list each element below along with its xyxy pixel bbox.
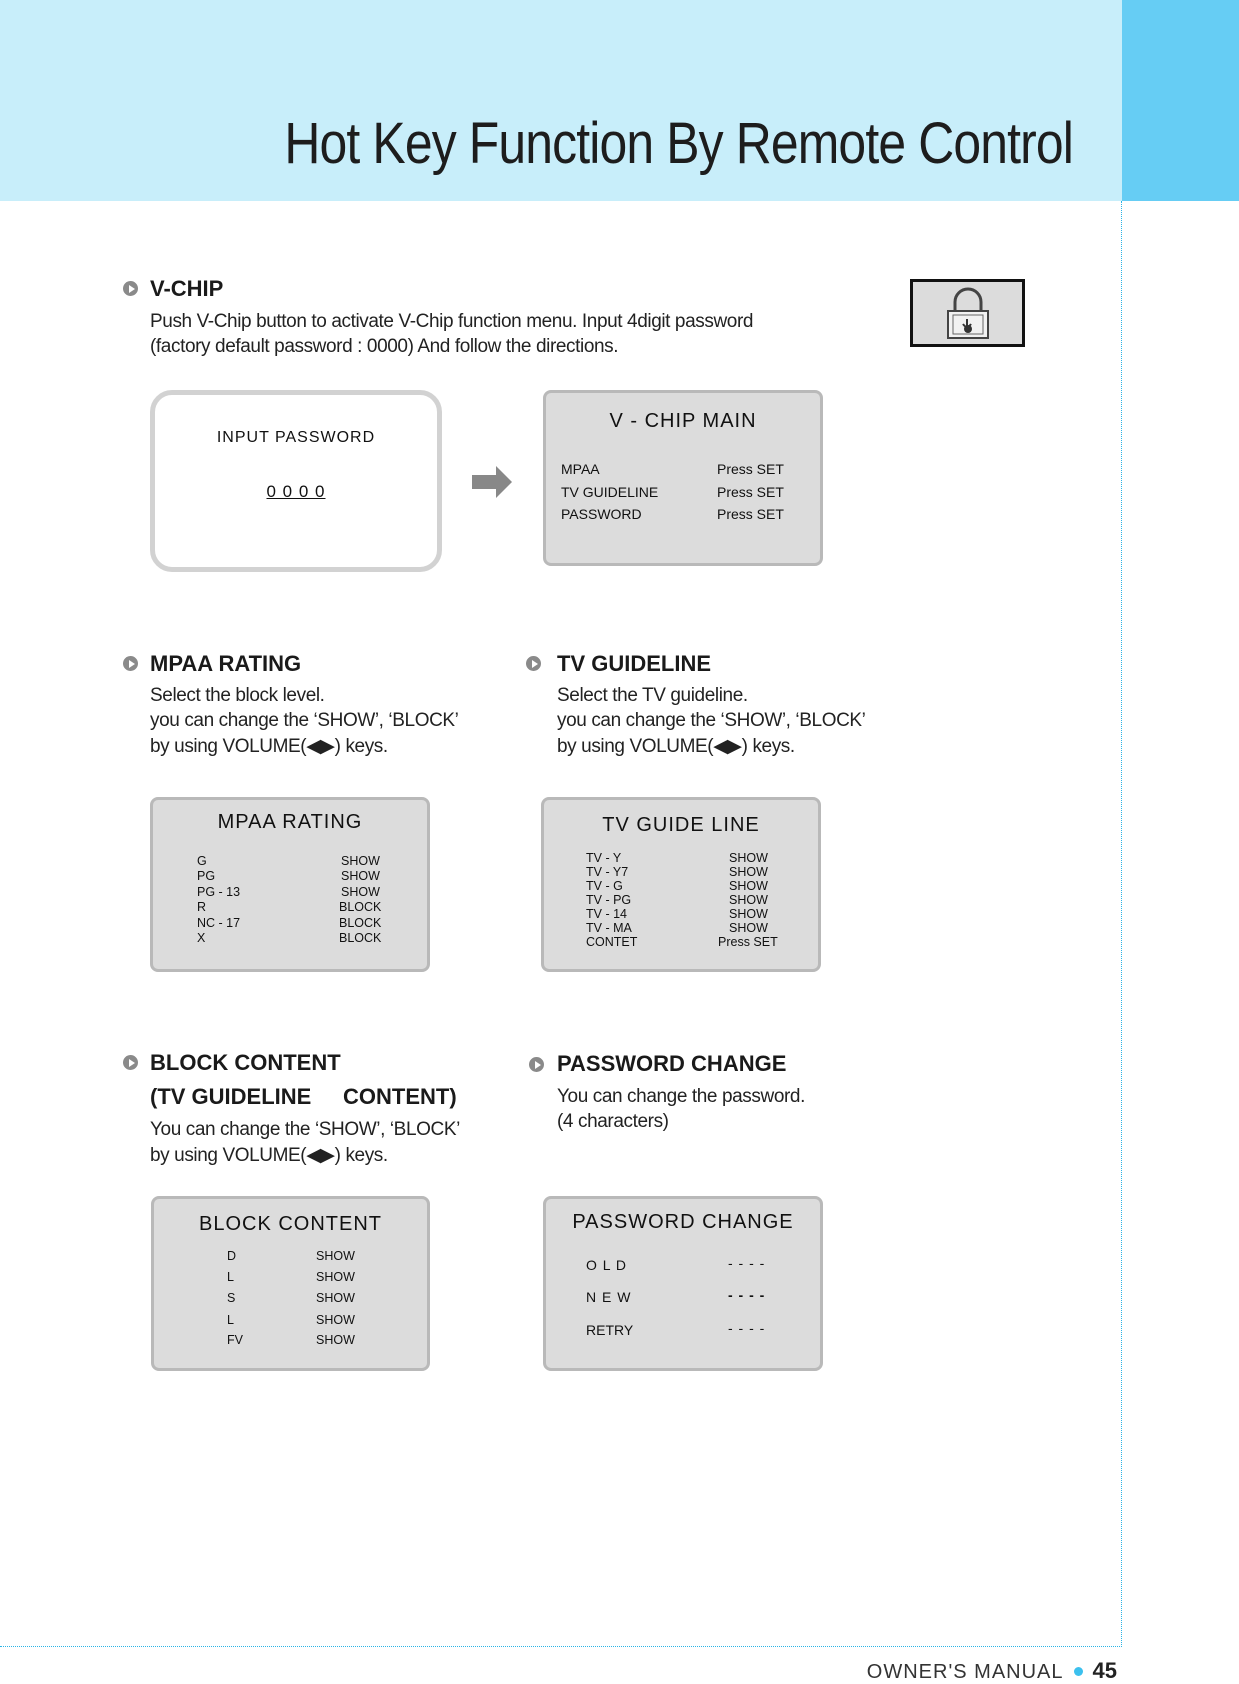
vchip-main-row-action: Press SET: [717, 461, 784, 477]
mpaa-row-value: BLOCK: [339, 931, 382, 945]
mpaa-row-label: R: [197, 900, 207, 914]
block-content-title: BLOCK CONTENT: [150, 1050, 341, 1075]
mpaa-row-value: BLOCK: [339, 900, 382, 914]
bullet-arrow-icon: [529, 1057, 544, 1072]
block-row-value: SHOW: [316, 1291, 355, 1305]
password-row-label: N E W: [586, 1289, 632, 1305]
lock-icon: [913, 282, 1022, 344]
block-line-2: by using VOLUME(◀▶) keys.: [150, 1145, 388, 1166]
password-line-1: You can change the password.: [557, 1086, 805, 1107]
password-value: 0 0 0 0: [266, 482, 326, 501]
block-row-value: SHOW: [316, 1313, 355, 1327]
tv-row-label: TV - MA: [586, 921, 632, 935]
tv-row-value: SHOW: [729, 893, 768, 907]
vchip-main-screen: [543, 390, 823, 566]
mpaa-row-value: SHOW: [341, 854, 380, 868]
password-change-screen: [543, 1196, 823, 1371]
mpaa-row-label: PG: [197, 869, 216, 883]
vchip-main-row-label: MPAA: [561, 461, 600, 477]
vchip-line-2: (factory default password : 0000) And follow the directions.: [150, 336, 619, 357]
tv-row-label: TV - Y: [586, 851, 622, 865]
vchip-main-row-label: TV GUIDELINE: [561, 484, 659, 500]
tv-line-3: by using VOLUME(◀▶) keys.: [557, 736, 795, 757]
tv-row-label: TV - Y7: [586, 865, 629, 879]
page-number: 45: [1092, 1658, 1117, 1683]
block-osd-title: BLOCK CONTENT: [198, 1213, 383, 1235]
bullet-arrow-icon: [526, 656, 541, 671]
mpaa-line-1: Select the block level.: [150, 685, 325, 706]
input-password-screen: [150, 390, 442, 572]
block-row-value: SHOW: [316, 1249, 355, 1263]
mpaa-row-label: X: [197, 931, 206, 945]
input-password-title: INPUT PASSWORD: [216, 429, 376, 446]
mpaa-row-label: PG - 13: [197, 885, 241, 899]
vchip-main-title: V - CHIP MAIN: [609, 410, 757, 432]
password-change-title: PASSWORD CHANGE: [557, 1051, 787, 1076]
footer: [867, 1658, 1117, 1684]
tv-row-value: SHOW: [729, 907, 768, 921]
mpaa-osd-title: MPAA RATING: [217, 811, 363, 833]
password-row-label: RETRY: [586, 1322, 634, 1338]
mpaa-row-value: SHOW: [341, 885, 380, 899]
mpaa-row-label: NC - 17: [197, 916, 241, 930]
page-title: Hot Key Function By Remote Control: [284, 111, 1073, 176]
mpaa-line-2: you can change the ‘SHOW’, ‘BLOCK’: [150, 710, 459, 731]
right-dotted-border: [1121, 201, 1122, 1647]
vchip-line-1: Push V-Chip button to activate V-Chip function menu. Input 4digit password: [150, 311, 754, 332]
password-osd-title: PASSWORD CHANGE: [572, 1211, 794, 1233]
mpaa-rating-screen: [150, 797, 430, 972]
block-content-subtitle-a: (TV GUIDELINE: [150, 1084, 312, 1109]
block-row-label: S: [227, 1291, 236, 1305]
password-row-value: - - - -: [728, 1320, 766, 1336]
tv-row-label: TV - G: [586, 879, 623, 893]
vchip-title: V-CHIP: [150, 276, 224, 301]
bullet-arrow-icon: [123, 656, 138, 671]
right-arrow-icon: [472, 466, 512, 498]
tv-line-2: you can change the ‘SHOW’, ‘BLOCK’: [557, 710, 866, 731]
vchip-main-row-action: Press SET: [717, 484, 784, 500]
bullet-arrow-icon: [123, 281, 138, 296]
mpaa-row-value: BLOCK: [339, 916, 382, 930]
block-row-label: L: [227, 1270, 234, 1284]
tv-row-label: TV - 14: [586, 907, 627, 921]
footer-manual-label: OWNER'S MANUAL: [866, 1661, 1064, 1683]
block-content-subtitle-b: CONTENT): [343, 1084, 457, 1109]
block-row-value: SHOW: [316, 1333, 355, 1347]
tv-line-1: Select the TV guideline.: [557, 685, 748, 706]
vchip-button-graphic: [910, 279, 1025, 347]
password-line-2: (4 characters): [557, 1111, 669, 1132]
block-row-label: D: [227, 1249, 237, 1263]
block-row-label: L: [227, 1313, 234, 1327]
vchip-main-row-label: PASSWORD: [561, 506, 642, 522]
vchip-main-row-action: Press SET: [717, 506, 784, 522]
tv-row-value: SHOW: [729, 879, 768, 893]
tv-row-value: Press SET: [718, 935, 778, 949]
block-row-value: SHOW: [316, 1270, 355, 1284]
block-row-label: FV: [227, 1333, 243, 1347]
password-row-value: - - - -: [728, 1255, 766, 1271]
tv-row-value: SHOW: [729, 865, 768, 879]
mpaa-row-value: SHOW: [341, 869, 380, 883]
mpaa-title: MPAA RATING: [150, 651, 302, 676]
bullet-arrow-icon: [123, 1055, 138, 1070]
password-row-value: - - - -: [728, 1287, 766, 1303]
tv-row-value: SHOW: [729, 851, 768, 865]
bottom-dotted-border: [0, 1646, 1122, 1647]
tv-osd-title: TV GUIDE LINE: [602, 814, 760, 836]
footer-dot-icon: [1074, 1667, 1083, 1676]
tv-guideline-title: TV GUIDELINE: [557, 651, 712, 676]
block-content-screen: [151, 1196, 430, 1371]
tv-row-label: CONTET: [586, 935, 638, 949]
mpaa-row-label: G: [197, 854, 207, 868]
block-line-1: You can change the ‘SHOW’, ‘BLOCK’: [150, 1119, 460, 1140]
mpaa-line-3: by using VOLUME(◀▶) keys.: [150, 736, 388, 757]
tv-guideline-screen: [541, 797, 821, 972]
tv-row-label: TV - PG: [586, 893, 632, 907]
header-tab: [1122, 0, 1239, 201]
tv-row-value: SHOW: [729, 921, 768, 935]
password-row-label: O L D: [586, 1257, 628, 1273]
